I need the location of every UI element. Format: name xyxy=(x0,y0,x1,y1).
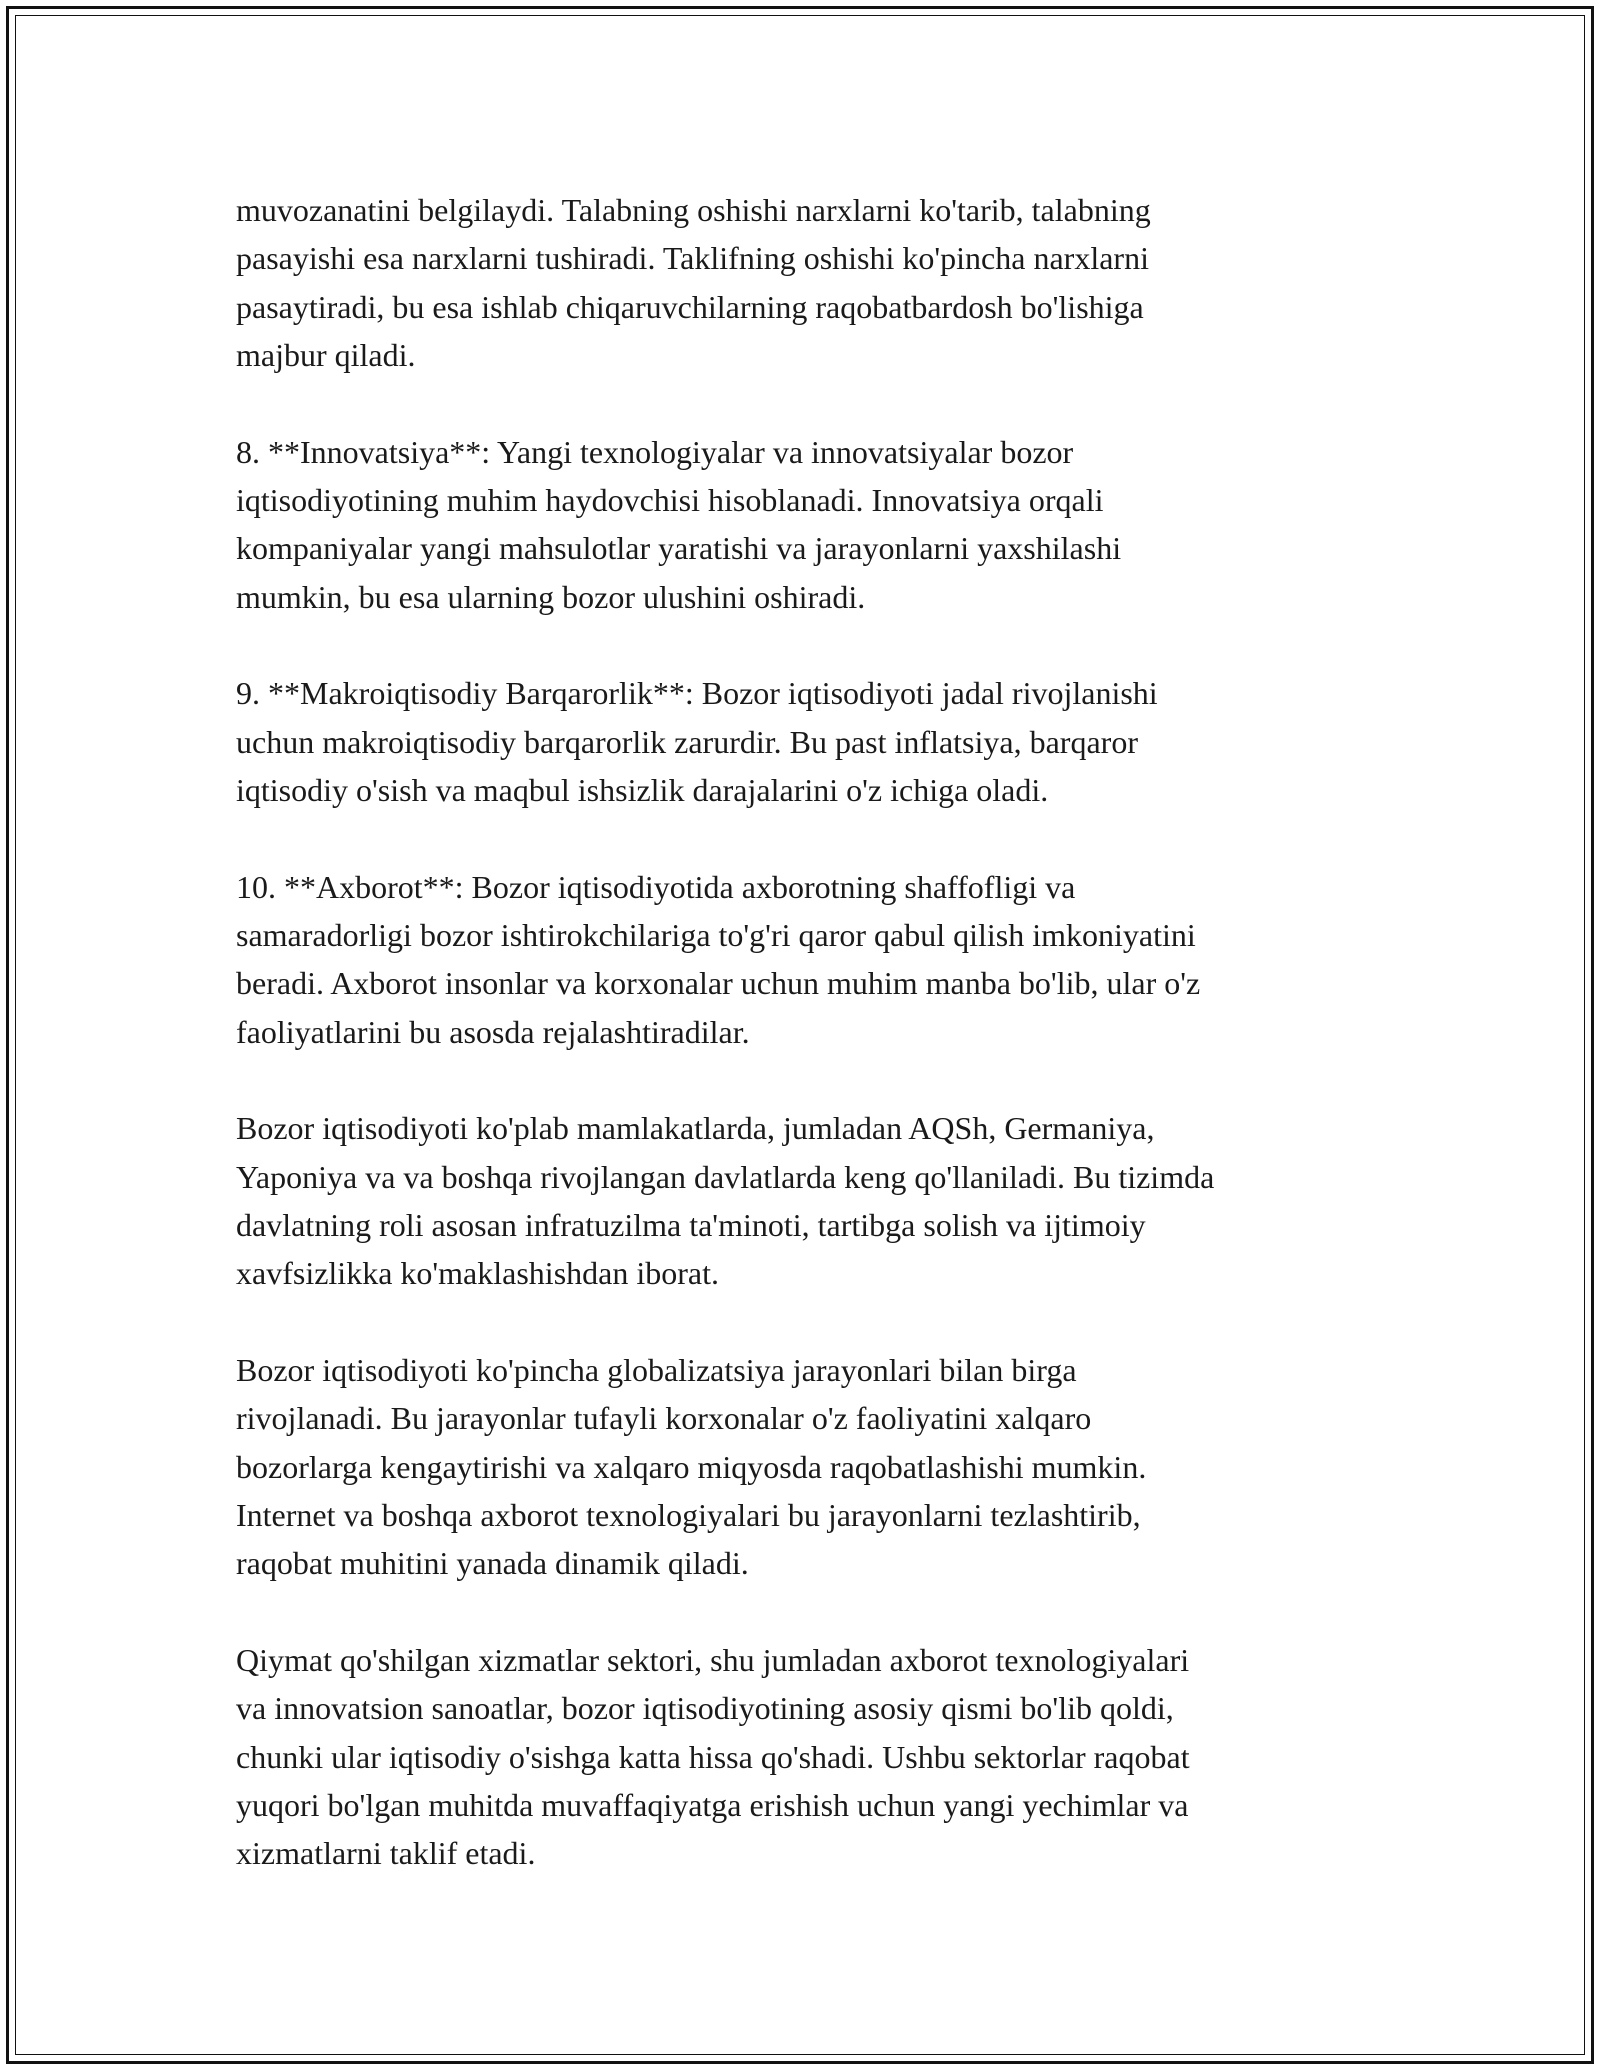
text-line: xizmatlarni taklif etadi. xyxy=(236,1835,536,1872)
text-line: pasaytiradi, bu esa ishlab chiqaruvchilarning raqobatbardosh bo'lishiga xyxy=(236,288,1144,325)
text-line: chunki ular iqtisodiy o'sishga katta hissa qo'shadi. Ushbu sektorlar raqobat xyxy=(236,1738,1190,1775)
text-line: faoliyatlarini bu asosda rejalashtiradilar. xyxy=(236,1013,750,1050)
text-line: beradi. Axborot insonlar va korxonalar uchun muhim manba bo'lib, ular o'z xyxy=(236,965,1201,1002)
text-line: davlatning roli asosan infratuzilma ta'minoti, tartibga solish va ijtimoiy xyxy=(236,1207,1146,1244)
text-line: kompaniyalar yangi mahsulotlar yaratishi va jarayonlarni yaxshilashi xyxy=(236,530,1122,567)
text-line: yuqori bo'lgan muhitda muvaffaqiyatga erishish uchun yangi yechimlar va xyxy=(236,1787,1189,1824)
text-line: Bozor iqtisodiyoti ko'plab mamlakatlarda, jumladan AQSh, Germaniya, xyxy=(236,1110,1155,1147)
paragraph-item-9-macro-stability xyxy=(236,669,1366,814)
text-line: mumkin, bu esa ularning bozor ulushini oshiradi. xyxy=(236,578,866,615)
document-body xyxy=(236,186,1366,1926)
text-line: xavfsizlikka ko'maklashishdan iborat. xyxy=(236,1255,719,1292)
text-line: bozorlarga kengaytirishi va xalqaro miqyosda raqobatlashishi mumkin. xyxy=(236,1448,1147,1485)
paragraph-market-balance xyxy=(236,186,1366,379)
text-line: 9. **Makroiqtisodiy Barqarorlik**: Bozor iqtisodiyoti jadal rivojlanishi xyxy=(236,675,1158,712)
paragraph-services-sector xyxy=(236,1636,1366,1877)
text-line: Internet va boshqa axborot texnologiyalari bu jarayonlarni tezlashtirib, xyxy=(236,1497,1141,1534)
text-line: iqtisodiyotining muhim haydovchisi hisoblanadi. Innovatsiya orqali xyxy=(236,481,1104,518)
paragraph-item-8-innovation xyxy=(236,428,1366,621)
text-line: iqtisodiy o'sish va maqbul ishsizlik darajalarini o'z ichiga oladi. xyxy=(236,771,1049,808)
text-line: muvozanatini belgilaydi. Talabning oshishi narxlarni ko'tarib, talabning xyxy=(236,192,1151,228)
text-line: rivojlanadi. Bu jarayonlar tufayli korxonalar o'z faoliyatini xalqaro xyxy=(236,1400,1092,1437)
text-line: Yaponiya va va boshqa rivojlangan davlatlarda keng qo'llaniladi. Bu tizimda xyxy=(236,1158,1215,1195)
paragraph-item-10-information xyxy=(236,863,1366,1056)
text-line: pasayishi esa narxlarni tushiradi. Taklifning oshishi ko'pincha narxlarni xyxy=(236,240,1149,277)
text-line: majbur qiladi. xyxy=(236,336,416,373)
paragraph-globalization xyxy=(236,1346,1366,1587)
text-line: raqobat muhitini yanada dinamik qiladi. xyxy=(236,1545,749,1582)
text-line: samaradorligi bozor ishtirokchilariga to'g'ri qaror qabul qilish imkoniyatini xyxy=(236,917,1196,954)
paragraph-countries xyxy=(236,1104,1366,1297)
text-line: 10. **Axborot**: Bozor iqtisodiyotida axborotning shaffofligi va xyxy=(236,868,1076,905)
text-line: uchun makroiqtisodiy barqarorlik zarurdir. Bu past inflatsiya, barqaror xyxy=(236,723,1138,760)
text-line: Bozor iqtisodiyoti ko'pincha globalizatsiya jarayonlari bilan birga xyxy=(236,1352,1077,1389)
text-line: Qiymat qo'shilgan xizmatlar sektori, shu jumladan axborot texnologiyalari xyxy=(236,1642,1190,1679)
text-line: 8. **Innovatsiya**: Yangi texnologiyalar va innovatsiyalar bozor xyxy=(236,433,1074,470)
text-line: va innovatsion sanoatlar, bozor iqtisodiyotining asosiy qismi bo'lib qoldi, xyxy=(236,1690,1174,1727)
